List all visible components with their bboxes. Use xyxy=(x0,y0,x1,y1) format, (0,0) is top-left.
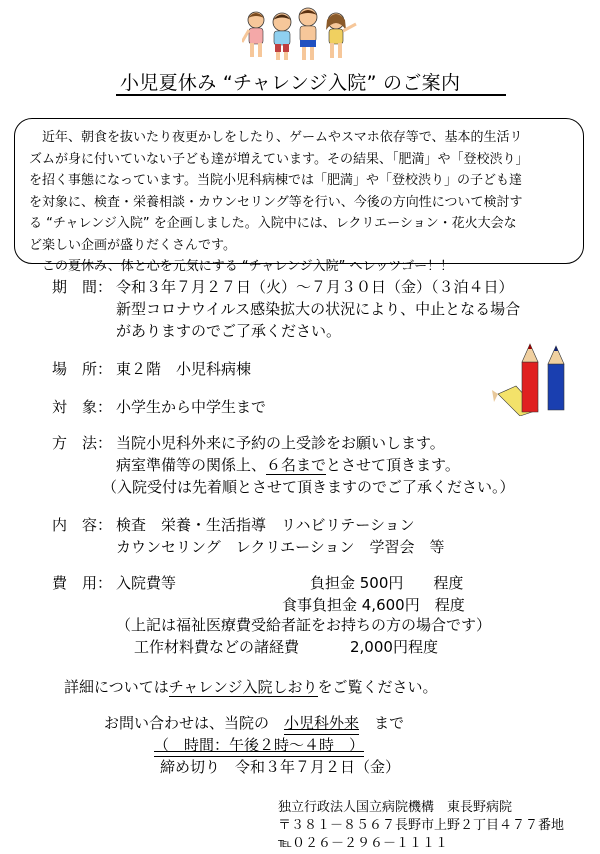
intro-line: 近年、朝食を抜いたり夜更かしをしたり、ゲームやスマホ依存等で、基本的生活リ xyxy=(42,130,523,145)
cost-note: （上記は福祉医療費受給者証をお持ちの方の場合です） xyxy=(116,616,492,634)
intro-line: ど楽しい企画が盛りだくさんです。 xyxy=(29,237,236,253)
contact-line xyxy=(104,712,404,733)
method-note: （入院受付は先着順とさせて頂きますのでご了承ください。） xyxy=(102,478,515,496)
hours-text: （ 時間：午後２時～４時 ） xyxy=(154,736,365,754)
details-text: をご覧ください。 xyxy=(317,678,438,696)
method-label: 方 法： xyxy=(52,434,113,452)
target-label: 対 象： xyxy=(52,398,113,416)
child-figure xyxy=(326,13,356,58)
cost-item: 工作材料費などの諸経費 xyxy=(134,638,300,656)
org-name: 独立行政法人国立病院機構 東長野病院 xyxy=(278,800,513,815)
place-value: 東２階 小児科病棟 xyxy=(116,360,252,378)
period-label: 期 間： xyxy=(52,278,113,296)
cost-amount: 2,000円程度 xyxy=(350,638,438,656)
place-label: 場 所： xyxy=(52,360,113,378)
method-line xyxy=(116,454,460,475)
contact-hours xyxy=(154,734,364,755)
page-title: 小児夏休み “チャレンジ入院” のご案内 xyxy=(120,72,461,94)
contact-text: お問い合わせは、当院の xyxy=(104,714,270,732)
cost-amount: 負担金 500円 程度 xyxy=(310,574,464,592)
details-line xyxy=(64,676,438,697)
contact-text: まで xyxy=(374,714,405,732)
content-line: カウンセリング レクリエーション 学習会 等 xyxy=(116,538,445,556)
child-figure xyxy=(242,12,264,57)
method-text: とさせて頂きます。 xyxy=(326,456,460,474)
cost-amount: 食事負担金 4,600円 程度 xyxy=(282,596,465,614)
child-figure xyxy=(299,8,317,60)
red-pencil xyxy=(522,344,538,412)
contact-deadline: 締め切り 令和３年７月２日（金） xyxy=(160,758,401,776)
intro-line: る “チャレンジ入院” を企画しました。入院中には、レクリエーション・花火大会な xyxy=(29,216,517,231)
content-line: 検査 栄養・生活指導 リハビリテーション xyxy=(116,516,415,534)
period-value: 令和３年７月２７日（火）～７月３０日（金）（３泊４日） xyxy=(116,278,514,296)
org-address: 〒３８１－８５６７長野市上野２丁目４７７番地 xyxy=(278,818,565,833)
period-note: がありますのでご了承ください。 xyxy=(116,322,342,340)
method-line: 当院小児科外来に予約の上受診をお願いします。 xyxy=(116,434,445,452)
capacity-underlined: ６名まで xyxy=(266,456,327,474)
method-text: 病室準備等の関係上、 xyxy=(116,456,267,474)
hours-underlined xyxy=(154,736,364,754)
intro-line: この夏休み、体と心を元気にする “チャレンジ入院” へレッツゴー！！ xyxy=(42,259,454,274)
intro-line: ズムが身に付いていない子ども達が増えています。その結果、「肥満」や「登校渋り」 xyxy=(29,151,529,167)
cost-item: 入院費等 xyxy=(116,574,177,592)
org-tel: ℡０２６－２９６－１１１１ xyxy=(278,836,448,851)
target-value: 小学生から中学生まで xyxy=(116,398,267,416)
cost-label: 費 用： xyxy=(52,574,113,592)
pencils-illustration xyxy=(492,340,582,416)
content-label: 内 容： xyxy=(52,516,113,534)
outpatient-underlined xyxy=(284,714,359,732)
intro-line: を対象に、検査・栄養相談・カウンセリング等を行い、今後の方向性について検討す xyxy=(29,194,523,210)
period-note: 新型コロナウイルス感染拡大の状況により、中止となる場合 xyxy=(116,300,521,318)
intro-line: を招く事態になっています。当院小児科病棟では「肥満」や「登校渋り」の子ども達 xyxy=(29,173,522,188)
outpatient-text: 小児科外来 xyxy=(284,714,360,732)
title-underline xyxy=(116,94,506,96)
details-text: 詳細については xyxy=(64,678,169,696)
child-figure xyxy=(273,13,291,60)
guidebook-underlined: チャレンジ入院しおり xyxy=(168,678,318,696)
intro-box xyxy=(14,118,584,274)
blue-pencil xyxy=(548,346,564,410)
children-illustration xyxy=(242,6,362,62)
